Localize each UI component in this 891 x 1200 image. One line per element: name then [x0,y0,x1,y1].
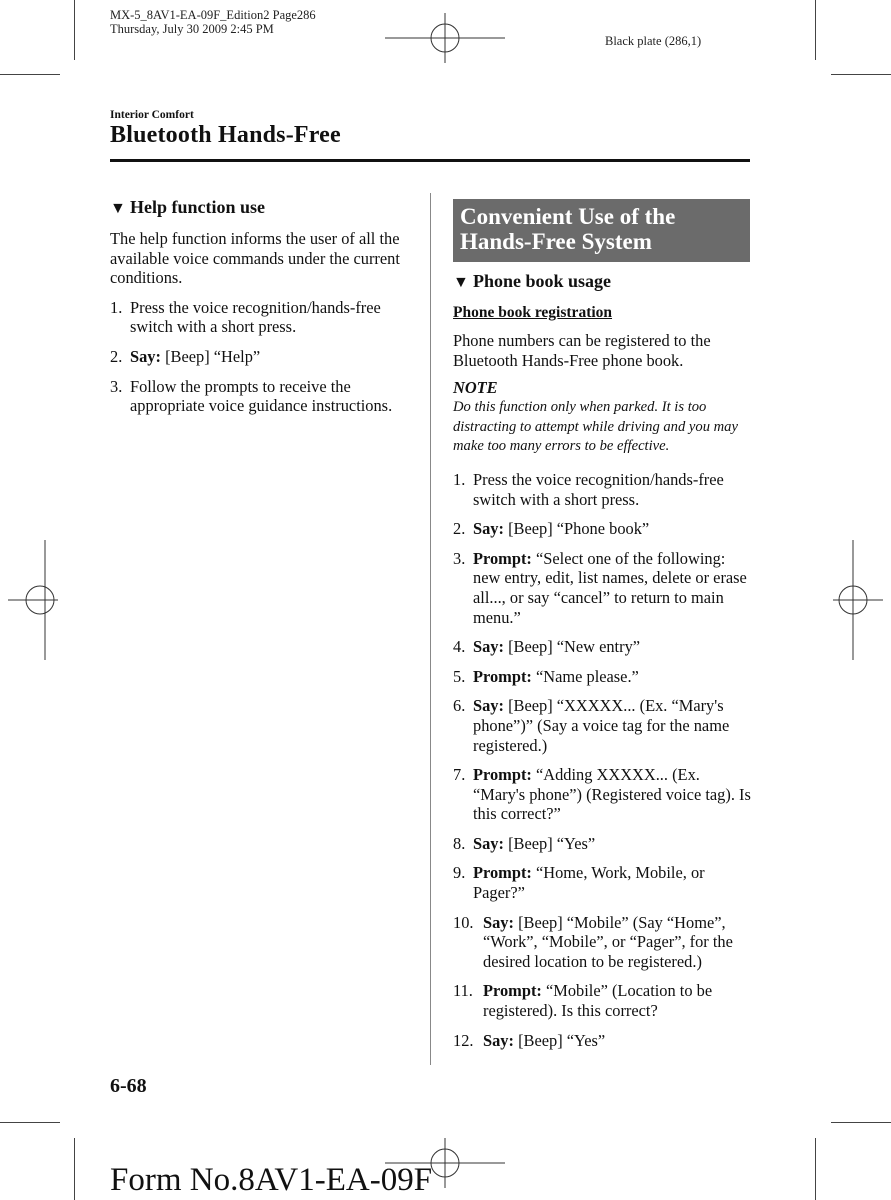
step-text [473,519,753,539]
phone-book-registration-heading: Phone book registration [453,304,613,321]
step-item [453,549,753,627]
step-number: 3. [110,376,123,396]
step-item [110,298,410,337]
page-number: 6-68 [110,1075,147,1097]
step-item [453,863,753,902]
crop-mark [74,1138,75,1200]
step-text [483,1031,753,1051]
step-item [453,696,753,755]
page-title: Bluetooth Hands-Free [110,122,341,148]
step-label: Prompt: [473,863,532,883]
help-function-heading-text: Help function use [130,197,266,217]
crop-mark [831,74,891,75]
step-item [453,519,753,539]
step-text [483,981,753,1020]
step-body: “Mobile” (Location to be registered). Is this correct? [483,981,713,1021]
step-body: “Adding XXXXX... (Ex. “Mary's phone”) (Registered voice tag). Is this correct?” [473,765,751,824]
step-text [473,667,753,687]
step-text [473,696,753,755]
registration-mark-icon [385,13,505,63]
triangle-down-icon: ▼ [110,200,126,217]
step-text [473,834,753,854]
print-meta-plate: Black plate (286,1) [605,34,702,48]
phone-book-heading-text: Phone book usage [473,271,612,291]
step-label: Say: [473,637,504,657]
step-body: Press the voice recognition/hands-free switch with a short press. [473,469,724,509]
step-body: [Beep] “XXXXX... (Ex. “Mary's phone”)” (Say a voice tag for the name registered.) [473,696,730,755]
help-function-intro: The help function informs the user of all the available voice commands under the current conditions. [110,229,400,288]
registration-mark-icon [8,540,58,660]
crop-mark [831,1122,891,1123]
step-item [453,981,753,1020]
step-label: Prompt: [473,666,532,686]
step-text [473,863,753,902]
phone-book-intro: Phone numbers can be registered to the Bluetooth Hands-Free phone book. [453,331,711,370]
step-label: Say: [483,912,514,932]
step-item [453,470,753,509]
step-label: Prompt: [473,765,532,785]
step-label: Prompt: [483,981,542,1001]
print-meta-file: MX-5_8AV1-EA-09F_Edition2 Page286 [110,8,316,22]
crop-mark [815,0,816,60]
step-label: Say: [473,833,504,853]
step-body: “Home, Work, Mobile, or Pager?” [473,863,705,903]
section-title-box: Convenient Use of the Hands-Free System [453,199,750,262]
step-item [110,347,410,367]
step-number: 10. [453,912,474,932]
step-body: “Select one of the following: new entry, edit, list names, delete or erase all..., or say “cancel” to return to main menu.” [473,548,747,627]
step-label: Say: [473,696,504,716]
step-text [130,377,410,416]
step-text [473,765,753,824]
phone-book-heading [453,271,753,292]
form-number: Form No.8AV1-EA-09F [110,1162,433,1198]
step-text [483,913,753,972]
step-item [110,377,410,416]
help-function-heading [110,197,410,218]
step-text [130,298,410,337]
note-text: Do this function only when parked. It is too distracting to attempt while driving and you may make too many errors to be effective. [453,399,738,455]
phone-book-steps [453,470,753,1050]
step-label: Say: [483,1030,514,1050]
note-title: NOTE [453,378,498,398]
section-label: Interior Comfort [110,109,194,121]
step-number: 1. [110,297,123,317]
step-number: 7. [453,765,466,785]
step-label: Prompt: [473,548,532,568]
column-divider [430,193,431,1065]
step-item [453,913,753,972]
step-body: [Beep] “Yes” [508,833,596,853]
step-body: [Beep] “New entry” [508,637,641,657]
step-number: 3. [453,548,466,568]
step-item [453,834,753,854]
step-text [473,549,753,627]
step-item [453,637,753,657]
step-item [453,1031,753,1051]
step-number: 4. [453,637,466,657]
step-number: 2. [110,346,123,366]
triangle-down-icon: ▼ [453,274,469,291]
crop-mark [74,0,75,60]
step-text [473,470,753,509]
step-number: 12. [453,1030,474,1050]
step-text [473,637,753,657]
help-function-steps [110,298,410,416]
left-column [110,197,410,426]
step-number: 11. [453,981,473,1001]
step-body: [Beep] “Mobile” (Say “Home”, “Work”, “Mobile”, or “Pager”, for the desired location to be registered.) [483,912,733,971]
crop-mark [0,1122,60,1123]
step-body: [Beep] “Phone book” [508,519,650,539]
step-number: 1. [453,469,466,489]
step-body: [Beep] “Help” [165,346,261,366]
step-body: “Name please.” [535,666,639,686]
registration-mark-icon [833,540,883,660]
crop-mark [815,1138,816,1200]
print-meta-date: Thursday, July 30 2009 2:45 PM [110,22,274,36]
step-label: Say: [473,519,504,539]
step-number: 9. [453,863,466,883]
step-body: Press the voice recognition/hands-free switch with a short press. [130,297,381,337]
right-column [453,271,753,1060]
step-number: 8. [453,833,466,853]
step-item [453,667,753,687]
step-label: Say: [130,346,161,366]
step-body: [Beep] “Yes” [518,1030,606,1050]
step-body: Follow the prompts to receive the appropriate voice guidance instructions. [130,376,393,416]
step-item [453,765,753,824]
crop-mark [0,74,60,75]
title-divider [110,159,750,162]
step-number: 2. [453,519,466,539]
step-text [130,347,410,367]
step-number: 5. [453,666,466,686]
step-number: 6. [453,696,466,716]
